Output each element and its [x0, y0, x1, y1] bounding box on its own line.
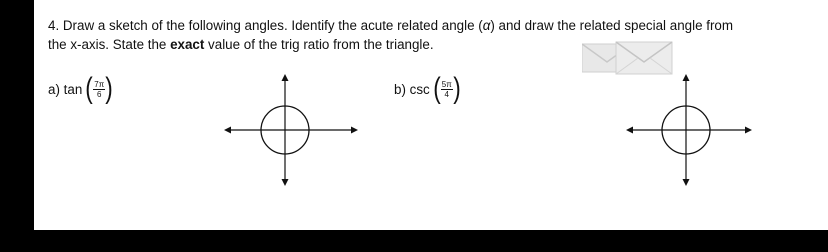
question-part2: ) and draw the related special angle from the x-axis. State the — [48, 18, 734, 52]
envelope-icon — [582, 40, 674, 76]
part-a-open-paren: ( — [85, 72, 94, 105]
alpha-symbol: α — [482, 18, 491, 33]
part-b-label — [394, 74, 462, 104]
part-b-close-paren: ) — [452, 72, 461, 105]
part-a-close-paren: ) — [105, 72, 113, 105]
worksheet-page — [34, 0, 828, 230]
part-a-label — [48, 74, 114, 104]
part-b-letter: b) — [394, 81, 406, 97]
question-part3: value of the trig ratio from the triangle. — [204, 37, 434, 52]
part-a-fraction — [93, 80, 105, 99]
part-b-fraction — [441, 80, 453, 99]
question-bold-word: exact — [170, 37, 205, 52]
part-a-denominator: 6 — [97, 89, 102, 99]
part-a-numerator: 7π — [94, 79, 105, 89]
question-part1: 4. Draw a sketch of the following angles. Identify the acute related angle ( — [48, 18, 483, 33]
part-b-function: csc — [409, 81, 430, 97]
part-b-axes-icon — [626, 74, 752, 186]
part-b-denominator: 4 — [444, 89, 449, 99]
part-a-axes-icon — [224, 74, 358, 186]
part-a-letter: a) — [48, 81, 60, 97]
part-b-numerator: 5π — [441, 79, 452, 89]
part-a-function: tan — [63, 81, 83, 97]
part-b-open-paren: ( — [433, 72, 441, 105]
